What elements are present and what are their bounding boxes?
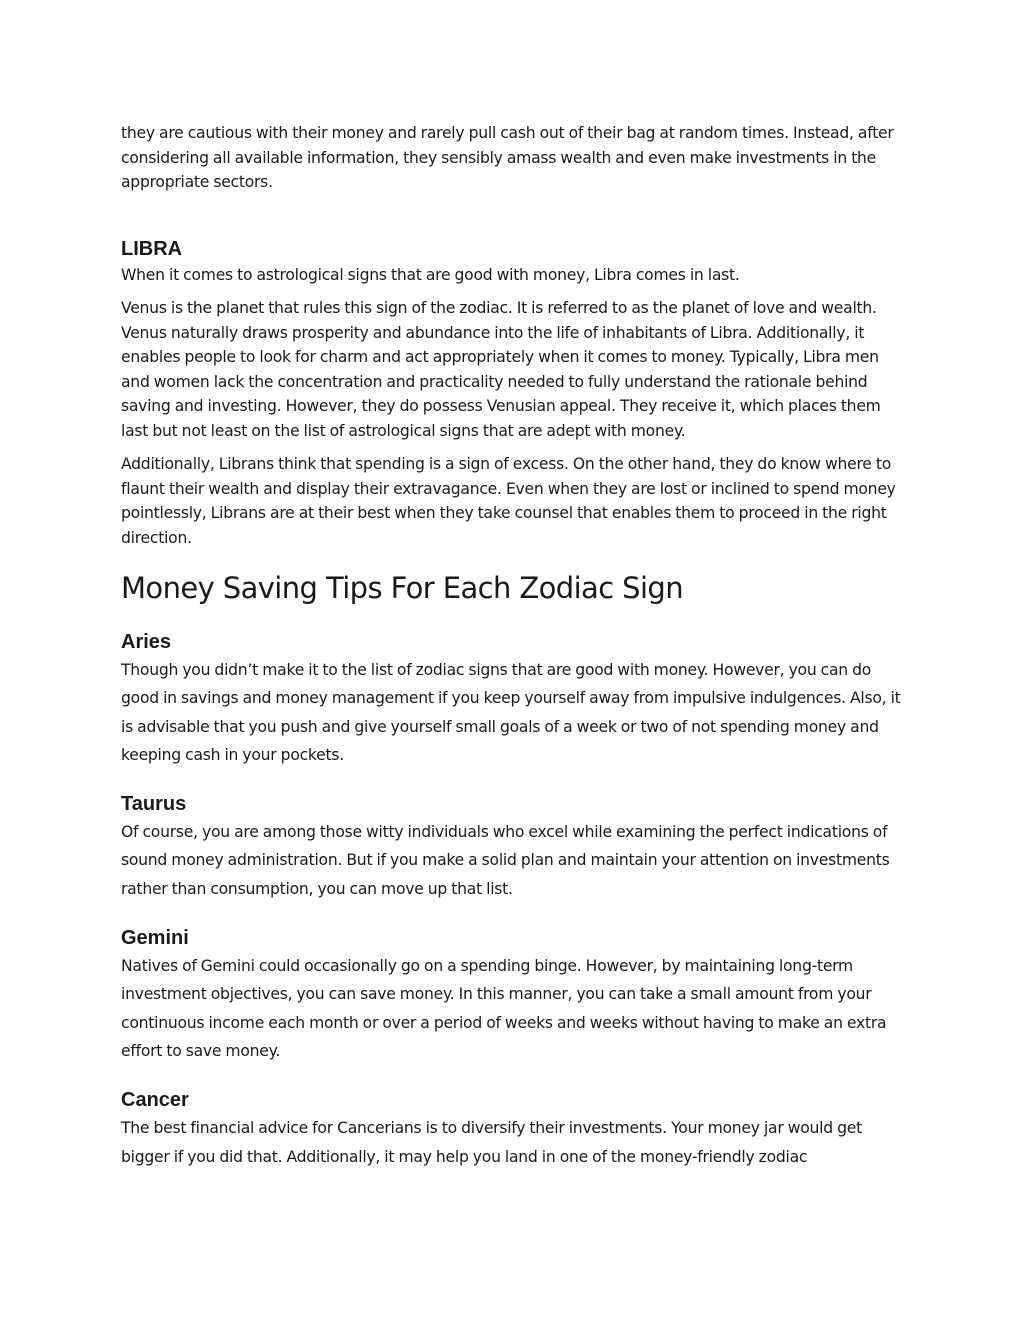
taurus-heading: Taurus — [121, 793, 187, 816]
aries-heading: Aries — [121, 631, 172, 653]
intro-paragraph: they are cautious with their money and rarely pull cash out of their bag at random times. Instead, after considering all available information, they sensibly amass wealth and even make investments in the appropriate sectors. — [121, 124, 894, 191]
libra-paragraph-2: Venus is the planet that rules this sign of the zodiac. It is referred to as the planet of love and wealth. Venus naturally draws prosperity and abundance into the life of inhabitants of Libra. Additionally, it enables people to look for charm and act appropriately when it comes to money. Typically, Libra men and women lack the concentration and practicality needed to fully understand the rationale behind saving and investing. However, they do possess Venusian appeal. They receive it, which places them last but not least on the list of astrological signs that are adept with money. — [121, 299, 881, 440]
gemini-heading: Gemini — [121, 927, 189, 950]
gemini-paragraph: Natives of Gemini could occasionally go on a spending binge. However, by maintaining long-term investment objectives, you can save money. In this manner, you can take a small amount from your continuous income each month or over a period of weeks and weeks without having to make an extra effort to save money. — [121, 957, 887, 1060]
libra-section — [121, 237, 911, 551]
cancer-paragraph: The best financial advice for Cancerians is to diversify their investments. Your money jar would get bigger if you did that. Additionally, it may help you land in one of the money-friendly zodiac — [121, 1119, 862, 1166]
money-saving-tips-section — [121, 568, 911, 1171]
libra-paragraph-3: Additionally, Librans think that spending is a sign of excess. On the other hand, they do know where to flaunt their wealth and display their extravagance. Even when they are lost or inclined to spend money pointlessly, Librans are at their best when they take counsel that enables them to proceed in the right direction. — [121, 455, 896, 547]
document-page — [121, 121, 911, 1171]
section-title: Money Saving Tips For Each Zodiac Sign — [121, 571, 684, 605]
libra-heading: LIBRA — [121, 237, 183, 260]
libra-paragraph-1: When it comes to astrological signs that are good with money, Libra comes in last. — [121, 265, 740, 284]
aries-paragraph: Though you didn’t make it to the list of zodiac signs that are good with money. However, you can do good in savings and money management if you keep yourself away from impulsive indulgences. Also, it is advisable that you push and give yourself small goals of a week or two of not spending money and keeping cash in your pockets. — [121, 661, 901, 764]
taurus-paragraph: Of course, you are among those witty individuals who excel while examining the perfect indications of sound money administration. But if you make a solid plan and maintain your attention on investments rather than consumption, you can move up that list. — [121, 823, 890, 898]
cancer-heading: Cancer — [121, 1089, 189, 1112]
